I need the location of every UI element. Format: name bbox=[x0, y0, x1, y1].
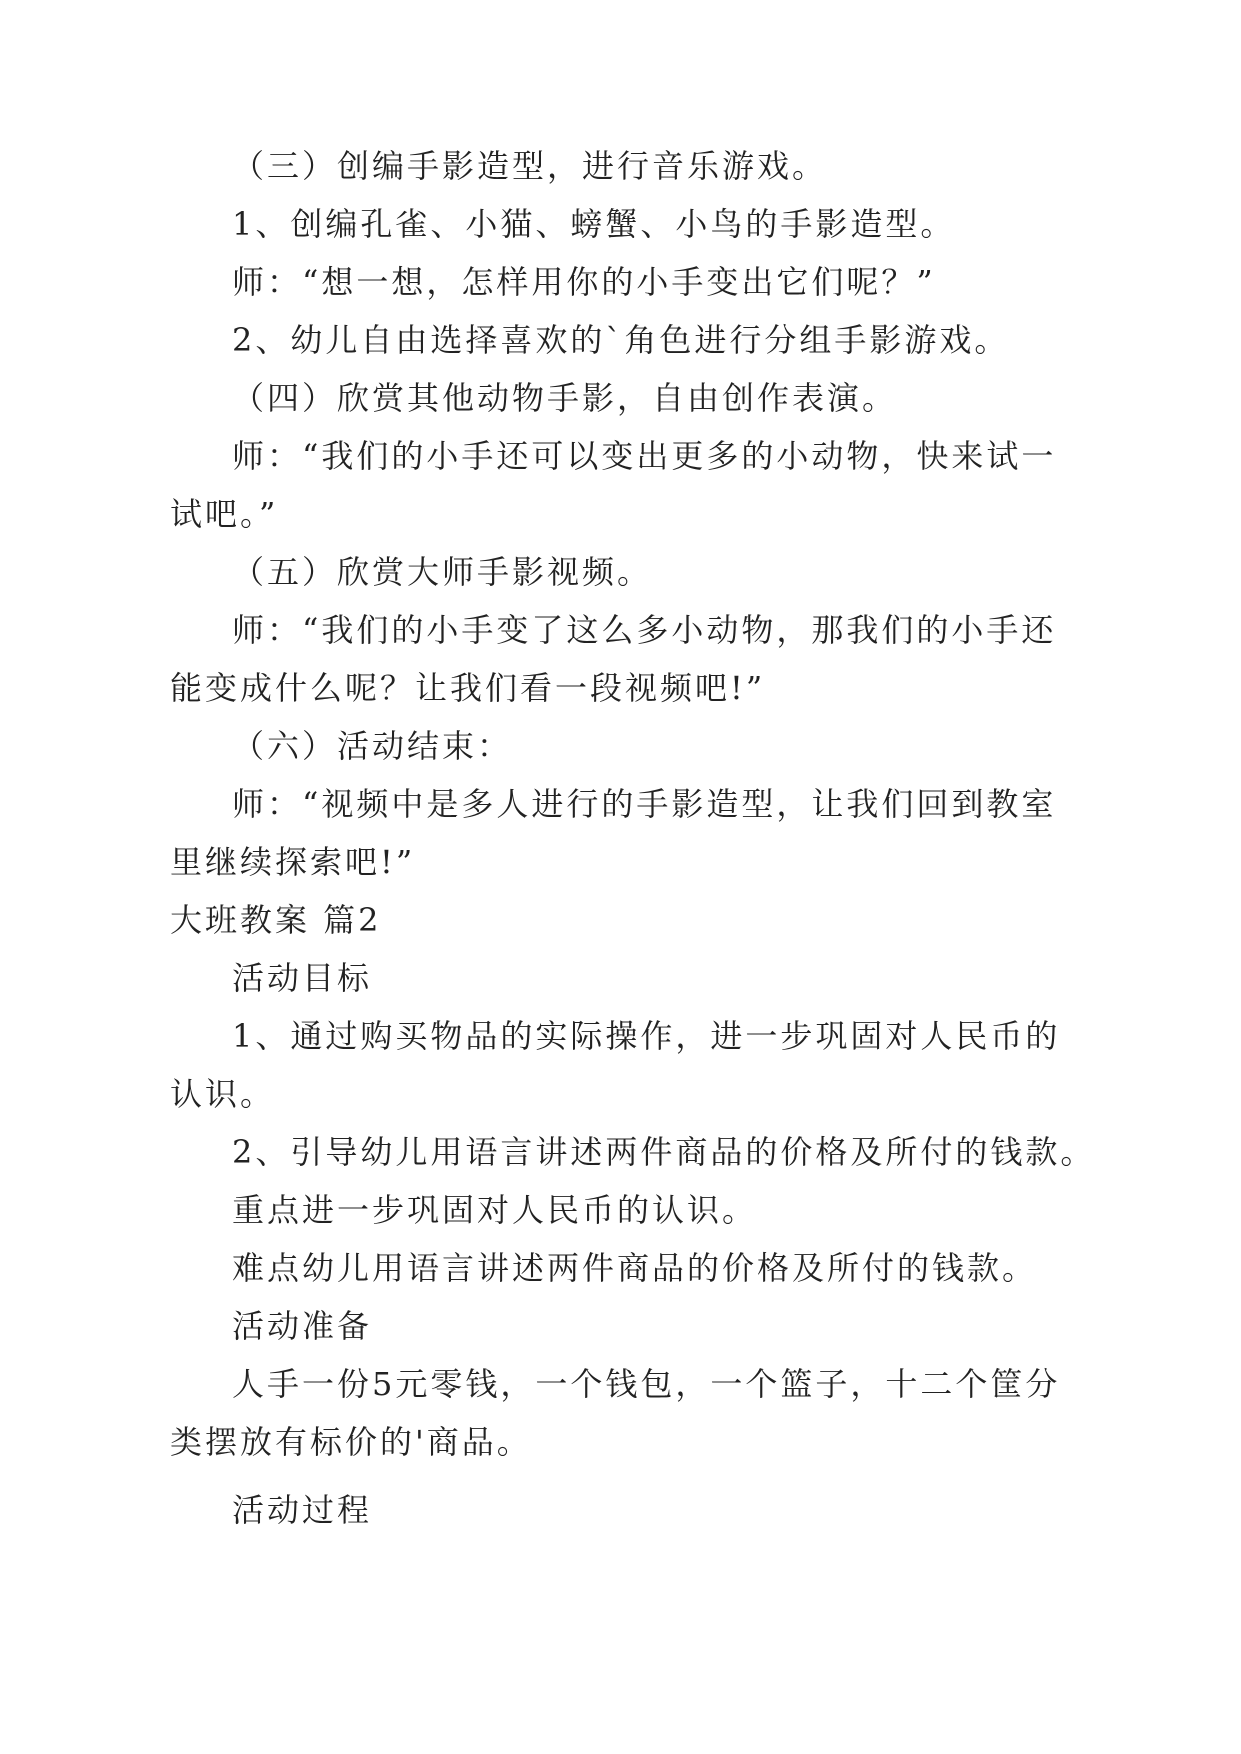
paragraph-line: 1、创编孔雀、小猫、螃蟹、小鸟的手影造型。 bbox=[232, 205, 956, 243]
paragraph-continuation: 里继续探索吧!” bbox=[170, 843, 416, 881]
teacher-quote-line: 师：“我们的小手还可以变出更多的小动物，快来试一 bbox=[232, 437, 1057, 475]
paragraph-line: 人手一份5元零钱，一个钱包，一个篮子，十二个筐分 bbox=[232, 1365, 1061, 1403]
section-heading-5: （五）欣赏大师手影视频。 bbox=[232, 553, 653, 591]
subheading-goals: 活动目标 bbox=[232, 959, 373, 997]
paragraph-line: 2、幼儿自由选择喜欢的`角色进行分组手影游戏。 bbox=[232, 321, 1010, 359]
section-heading-4: （四）欣赏其他动物手影，自由创作表演。 bbox=[232, 379, 898, 417]
subheading-preparation: 活动准备 bbox=[232, 1307, 373, 1345]
paragraph-continuation: 类摆放有标价的'商品。 bbox=[170, 1423, 532, 1461]
paragraph-continuation: 认识。 bbox=[170, 1075, 276, 1113]
key-point-line: 重点进一步巩固对人民币的认识。 bbox=[232, 1191, 758, 1229]
lesson-title: 大班教案 篇2 bbox=[170, 901, 382, 939]
subheading-process: 活动过程 bbox=[232, 1491, 373, 1529]
paragraph-continuation: 试吧。” bbox=[170, 495, 279, 533]
paragraph-line: 2、引导幼儿用语言讲述两件商品的价格及所付的钱款。 bbox=[232, 1133, 1096, 1171]
paragraph-continuation: 能变成什么呢？让我们看一段视频吧!” bbox=[170, 669, 766, 707]
teacher-quote-line: 师：“我们的小手变了这么多小动物，那我们的小手还 bbox=[232, 611, 1057, 649]
paragraph-line: 1、通过购买物品的实际操作，进一步巩固对人民币的 bbox=[232, 1017, 1061, 1055]
difficulty-line: 难点幼儿用语言讲述两件商品的价格及所付的钱款。 bbox=[232, 1249, 1038, 1287]
teacher-quote-line: 师：“想一想，怎样用你的小手变出它们呢？” bbox=[232, 263, 936, 301]
section-heading-3: （三）创编手影造型，进行音乐游戏。 bbox=[232, 147, 828, 185]
teacher-quote-line: 师：“视频中是多人进行的手影造型，让我们回到教室 bbox=[232, 785, 1057, 823]
section-heading-6: （六）活动结束： bbox=[232, 727, 513, 765]
